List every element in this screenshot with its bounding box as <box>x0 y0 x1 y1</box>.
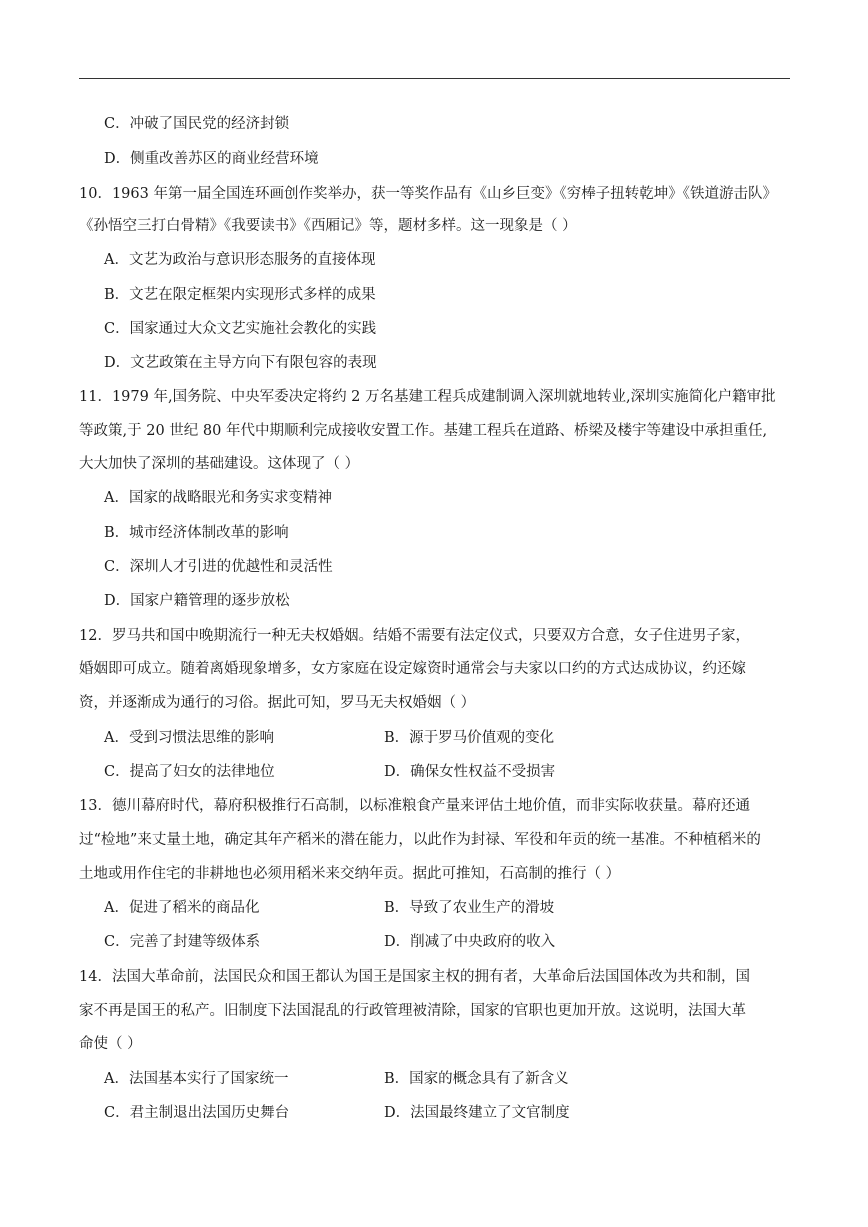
q13-option-a: A．促进了稻米的商品化 <box>104 900 260 916</box>
q10-stem-line-2: 《孙悟空三打白骨精》《我要读书》《西厢记》等，题材多样。这一现象是（ ） <box>79 218 577 234</box>
q11-option-b: B．城市经济体制改革的影响 <box>104 525 289 541</box>
header-rule <box>79 78 790 79</box>
q11-option-c: C．深圳人才引进的优越性和灵活性 <box>104 559 333 575</box>
q10-stem-line-1: 10．1963 年第一届全国连环画创作奖举办，获一等奖作品有《山乡巨变》《穷棒子扭转乾坤》《铁道游击队》 <box>79 186 777 202</box>
q13-option-c: C．完善了封建等级体系 <box>104 934 261 950</box>
q9-option-c: C．冲破了国民党的经济封锁 <box>104 116 290 132</box>
q11-option-a: A．国家的战略眼光和务实求变精神 <box>104 490 332 506</box>
q13-stem-line-1: 13．德川幕府时代，幕府积极推行石高制，以标准粮食产量来评估土地价值，而非实际收获量。幕府还通 <box>79 798 750 814</box>
q10-option-d: D．文艺政策在主导方向下有限包容的表现 <box>104 355 377 371</box>
q12-option-a: A．受到习惯法思维的影响 <box>104 730 274 746</box>
q14-stem-line-1: 14．法国大革命前，法国民众和国王都认为国王是国家主权的拥有者，大革命后法国国体改为共和制，国 <box>79 969 750 985</box>
q12-option-c: C．提高了妇女的法律地位 <box>104 764 275 780</box>
q11-stem-line-2: 等政策,于 20 世纪 80 年代中期顺利完成接收安置工作。基建工程兵在道路、桥梁及楼宇等建设中承担重任, <box>79 423 768 439</box>
q12-stem-line-3: 资，并逐渐成为通行的习俗。据此可知，罗马无夫权婚姻（ ） <box>79 695 476 711</box>
q14-option-a: A．法国基本实行了国家统一 <box>104 1071 289 1087</box>
q12-stem-line-1: 12．罗马共和国中晚期流行一种无夫权婚姻。结婚不需要有法定仪式，只要双方合意，女子住进男子家， <box>79 628 750 644</box>
q13-stem-line-3: 土地或用作住宅的非耕地也必须用稻米来交纳年贡。据此可推知，石高制的推行（ ） <box>79 866 621 882</box>
q13-stem-line-2: 过“检地”来丈量土地，确定其年产稻米的潜在能力，以此作为封禄、军役和年贡的统一基准。不种植稻米的 <box>79 832 761 848</box>
q14-option-b: B．国家的概念具有了新含义 <box>384 1071 569 1087</box>
q13-option-b: B．导致了农业生产的滑坡 <box>384 900 555 916</box>
q10-option-b: B．文艺在限定框架内实现形式多样的成果 <box>104 287 376 303</box>
q11-option-d: D．国家户籍管理的逐步放松 <box>104 593 290 609</box>
q12-option-d: D．确保女性权益不受损害 <box>384 764 556 780</box>
q13-option-d: D．削减了中央政府的收入 <box>384 934 556 950</box>
q14-stem-line-2: 家不再是国王的私产。旧制度下法国混乱的行政管理被清除，国家的官职也更加开放。这说明，法国大革 <box>79 1003 746 1019</box>
q10-option-a: A．文艺为政治与意识形态服务的直接体现 <box>104 252 376 268</box>
q11-stem-line-3: 大大加快了深圳的基础建设。这体现了（ ） <box>79 456 360 472</box>
q14-option-c: C．君主制退出法国历史舞台 <box>104 1105 290 1121</box>
q12-option-b: B．源于罗马价值观的变化 <box>384 730 555 746</box>
q10-option-c: C．国家通过大众文艺实施社会教化的实践 <box>104 321 377 337</box>
q12-stem-line-2: 婚姻即可成立。随着离婚现象增多，女方家庭在设定嫁资时通常会与夫家以口约的方式达成协议，约还嫁 <box>79 661 746 677</box>
q14-option-d: D．法国最终建立了文官制度 <box>384 1105 570 1121</box>
q14-stem-line-3: 命使（ ） <box>79 1036 142 1052</box>
q11-stem-line-1: 11．1979 年,国务院、中央军委决定将约 2 万名基建工程兵成建制调入深圳就地转业,深圳实施简化户籍审批 <box>79 389 776 405</box>
q9-option-d: D．侧重改善苏区的商业经营环境 <box>104 151 319 167</box>
